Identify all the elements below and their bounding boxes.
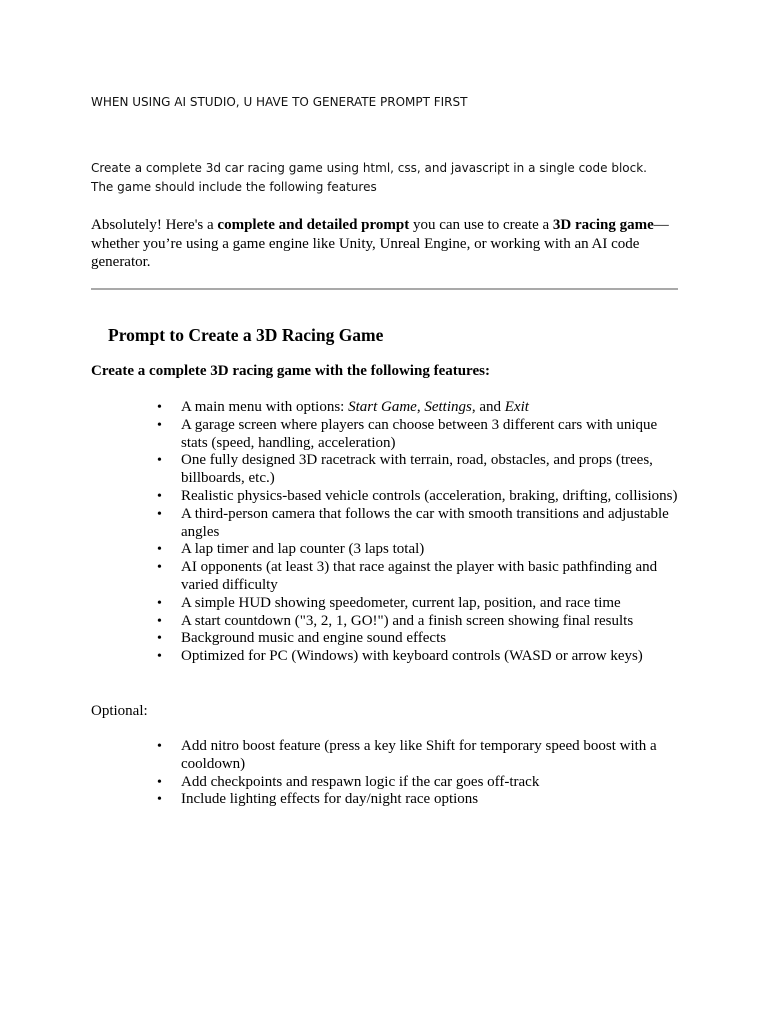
feature-menu-prefix: A main menu with options: [181, 399, 349, 415]
feature-item: • AI opponents (at least 3) that race against the player with basic pathfinding and varied difficulty [181, 559, 681, 595]
features-list [181, 399, 681, 666]
feature-item: • One fully designed 3D racetrack with terrain, road, obstacles, and props (trees, billboards, etc.) [181, 452, 681, 488]
feature-item: • Realistic physics-based vehicle controls (acceleration, braking, drifting, collisions) [181, 488, 681, 506]
feature-item: • Optimized for PC (Windows) with keyboard controls (WASD or arrow keys) [181, 648, 681, 666]
request-text: Create a complete 3d car racing game using html, css, and javascript in a single code block. The game should include the following features [91, 161, 647, 194]
feature-item-main-menu [181, 399, 681, 417]
horizontal-rule [91, 288, 678, 290]
feature-menu-option-exit: Exit [504, 399, 529, 415]
feature-menu-option-settings: Settings [424, 399, 472, 415]
feature-item: • A garage screen where players can choose between 3 different cars with unique stats (speed, handling, acceleration) [181, 417, 681, 453]
feature-menu-separator-2: , and [471, 399, 505, 415]
note-text: WHEN USING AI STUDIO, U HAVE TO GENERATE PROMPT FIRST [91, 95, 468, 109]
optional-item: • Add nitro boost feature (press a key like Shift for temporary speed boost with a cooldown) [181, 738, 681, 774]
features-subheading: Create a complete 3D racing game with the following features: [91, 363, 490, 379]
intro-paragraph [91, 216, 681, 272]
feature-menu-separator-1: , [416, 399, 425, 415]
section-heading: Prompt to Create a 3D Racing Game [108, 325, 384, 345]
feature-item: • A lap timer and lap counter (3 laps total) [181, 541, 681, 559]
optional-item: • Include lighting effects for day/night race options [181, 791, 681, 809]
feature-item: • Background music and engine sound effects [181, 630, 681, 648]
intro-bold-2: 3D racing game [552, 217, 654, 233]
feature-item: • A simple HUD showing speedometer, current lap, position, and race time [181, 595, 681, 613]
feature-item: • A start countdown ("3, 2, 1, GO!") and a finish screen showing final results [181, 613, 681, 631]
intro-text-2: you can use to create a [409, 217, 553, 233]
feature-item: • A third-person camera that follows the car with smooth transitions and adjustable angles [181, 506, 681, 542]
optional-list [181, 738, 681, 809]
intro-text-1: Absolutely! Here's a [91, 217, 218, 233]
intro-text-3: —whether you’re using a game engine like Unity, Unreal Engine, or working with an AI code generator. [91, 217, 669, 270]
optional-item: • Add checkpoints and respawn logic if the car goes off-track [181, 774, 681, 792]
intro-bold-1: complete and detailed prompt [217, 217, 410, 233]
feature-menu-option-start: Start Game [348, 399, 417, 415]
optional-label: Optional: [91, 703, 148, 719]
